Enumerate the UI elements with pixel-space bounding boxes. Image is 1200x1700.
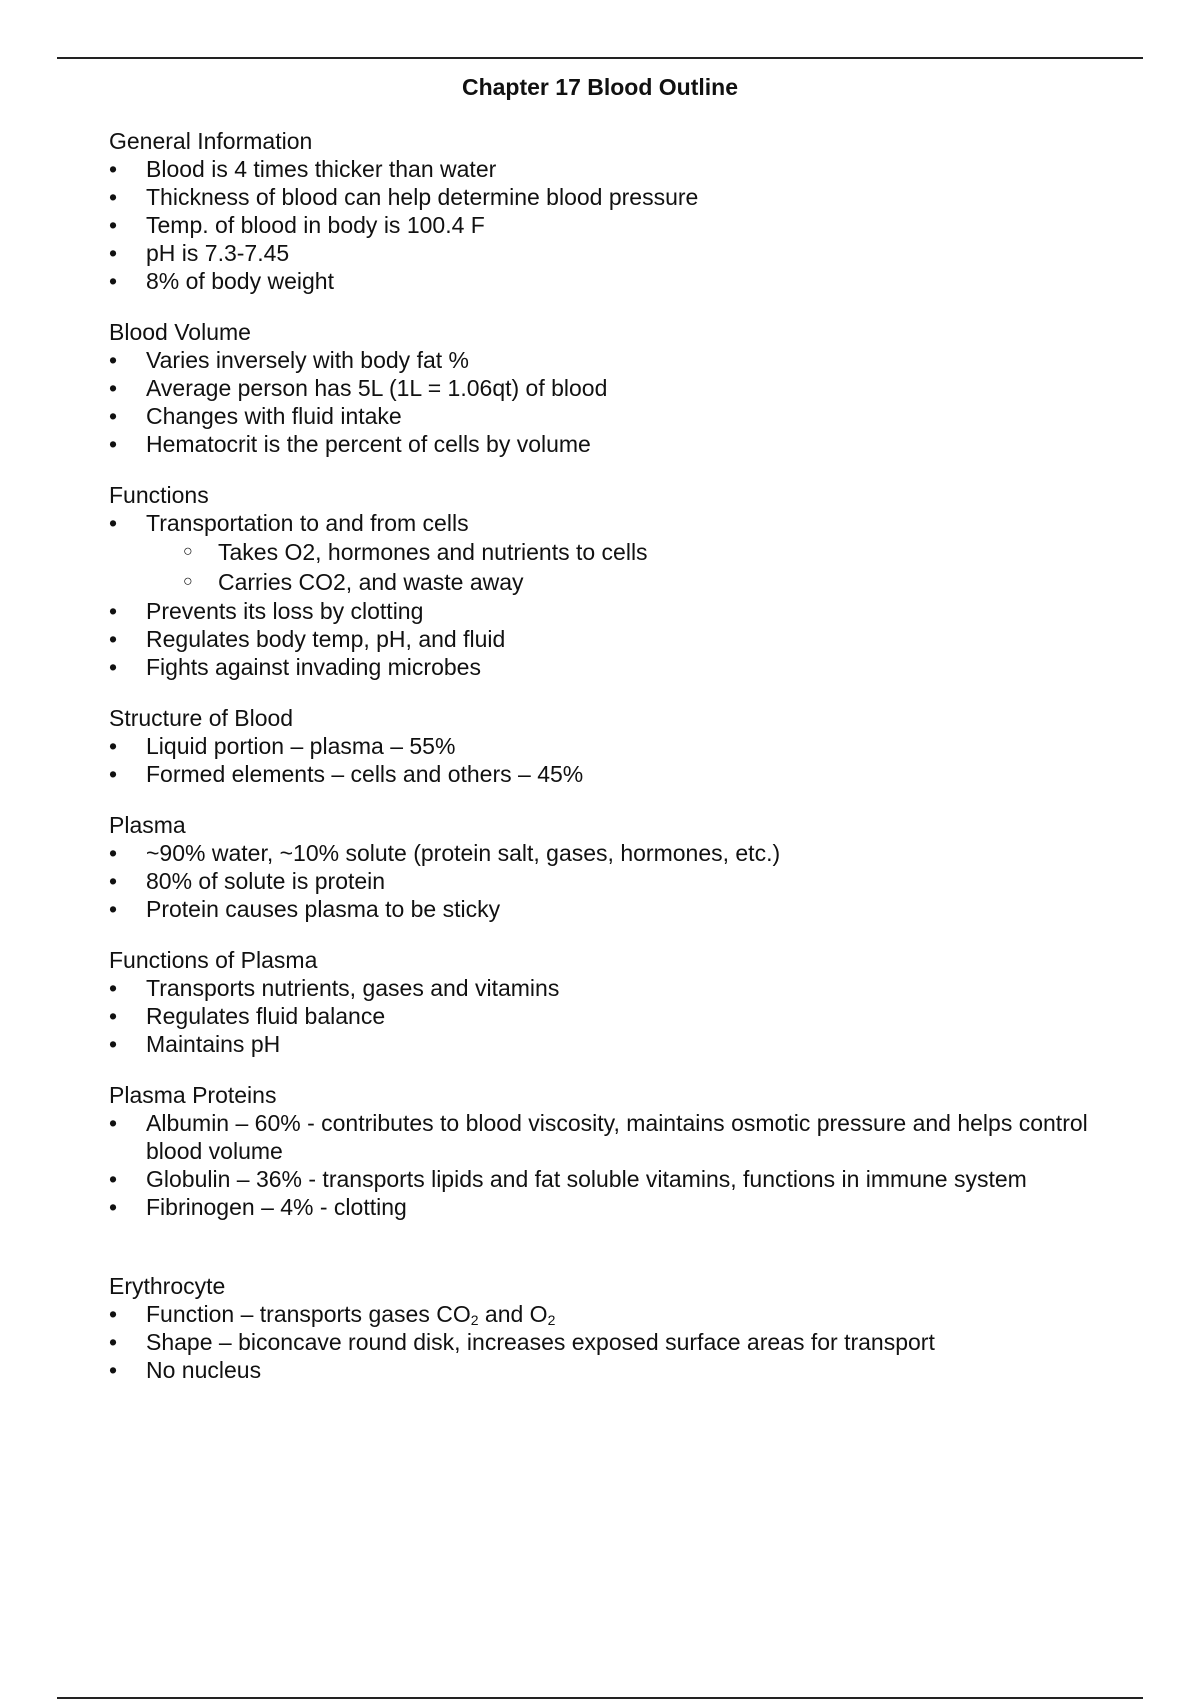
list-item-text: Shape – biconcave round disk, increases exposed surface areas for transport [146,1329,935,1355]
list-item-text: Hematocrit is the percent of cells by volume [146,431,591,457]
bullet-icon: • [109,1166,118,1192]
page-title: Chapter 17 Blood Outline [461,74,739,100]
bullet-icon: • [109,626,118,652]
list-item-text: Protein causes plasma to be sticky [146,896,501,922]
list-item-text: ~90% water, ~10% solute (protein salt, gases, hormones, etc.) [146,840,781,866]
section-erythrocyte [109,1272,1145,1384]
section-functions-of-plasma [109,946,1145,1058]
list-item-text: Temp. of blood in body is 100.4 F [146,212,485,238]
list-item [109,346,1145,374]
document-body [109,127,1145,1407]
list-item [109,1109,1145,1165]
list-item-text: Varies inversely with body fat % [146,347,469,373]
list-item-text: Liquid portion – plasma – 55% [146,733,456,759]
section-heading: Functions [109,482,209,508]
bullet-icon: • [109,431,118,457]
list-item-text: Fights against invading microbes [146,654,481,680]
list-item [109,1356,1145,1384]
bullet-icon: • [109,1357,118,1383]
bullet-icon: • [109,403,118,429]
bottom-rule [57,1697,1143,1699]
section-heading: Plasma Proteins [109,1082,277,1108]
top-rule [57,57,1143,59]
list-item-text: Transportation to and from cells [146,510,469,536]
bullet-icon: • [109,1194,118,1220]
list-item-text: Maintains pH [146,1031,281,1057]
list-item-text: Formed elements – cells and others – 45% [146,761,584,787]
list-item [109,374,1145,402]
hollow-bullet-icon: ○ [183,573,193,590]
list-item [109,653,1145,681]
bullet-icon: • [109,1031,118,1057]
list-item [109,625,1145,653]
list-item [109,839,1145,867]
list-item-text: 80% of solute is protein [146,868,386,894]
bullet-icon: • [109,733,118,759]
list-item-text: Transports nutrients, gases and vitamins [146,975,560,1001]
list-item [109,732,1145,760]
bullet-icon: • [109,1003,118,1029]
list-item-text: Prevents its loss by clotting [146,598,424,624]
list-item [109,267,1145,295]
list-item [109,1328,1145,1356]
list-item-text: 8% of body weight [146,268,334,294]
section-heading: Structure of Blood [109,705,294,731]
sub-list-item-text: Carries CO2, and waste away [218,569,524,595]
list-item-text: Thickness of blood can help determine blood pressure [146,184,699,210]
bullet-icon: • [109,975,118,1001]
sub-list-item [109,567,1145,597]
section-functions [109,481,1145,681]
bullet-icon: • [109,240,118,266]
subscript: 2 [470,1312,479,1328]
section-heading: Erythrocyte [109,1273,226,1299]
section-plasma [109,811,1145,923]
section-general-information [109,127,1145,295]
sub-list-item-text: Takes O2, hormones and nutrients to cells [218,539,648,565]
bullet-icon: • [109,212,118,238]
hollow-bullet-icon: ○ [183,543,193,560]
list-item-text: Blood is 4 times thicker than water [146,156,497,182]
bullet-icon: • [109,1301,118,1327]
bullet-icon: • [109,1329,118,1355]
list-item [109,895,1145,923]
list-item-text: No nucleus [146,1357,262,1383]
section-plasma-proteins [109,1081,1145,1221]
bullet-icon: • [109,347,118,373]
list-item [109,211,1145,239]
section-structure-of-blood [109,704,1145,788]
list-item [109,430,1145,458]
list-item [109,509,1145,537]
list-item-text: Albumin – 60% - contributes to blood viscosity, maintains osmotic pressure and helps control blood volume [146,1110,1088,1164]
bullet-icon: • [109,654,118,680]
list-item [109,974,1145,1002]
list-item [109,402,1145,430]
subscript: 2 [547,1312,556,1328]
bullet-icon: • [109,840,118,866]
list-item [109,1193,1145,1221]
section-heading: General Information [109,128,313,154]
list-item [109,1030,1145,1058]
list-item-text: Regulates body temp, pH, and fluid [146,626,506,652]
bullet-icon: • [109,156,118,182]
list-item [109,1002,1145,1030]
list-item-text: Changes with fluid intake [146,403,402,429]
section-blood-volume [109,318,1145,458]
section-heading: Functions of Plasma [109,947,318,973]
list-item [109,867,1145,895]
bullet-icon: • [109,896,118,922]
bullet-icon: • [109,184,118,210]
list-item-text: Average person has 5L (1L = 1.06qt) of blood [146,375,608,401]
list-item [109,1300,1145,1328]
bullet-icon: • [109,510,118,536]
list-item-text: pH is 7.3-7.45 [146,240,290,266]
sub-list-item [109,537,1145,567]
list-item-text [146,1301,555,1327]
list-item [109,239,1145,267]
bullet-icon: • [109,375,118,401]
list-item [109,760,1145,788]
list-item [109,597,1145,625]
list-item [109,1165,1145,1193]
list-item-text: Fibrinogen – 4% - clotting [146,1194,407,1220]
list-item [109,183,1145,211]
list-item-text: Regulates fluid balance [146,1003,386,1029]
section-heading: Blood Volume [109,319,251,345]
list-item-text: Globulin – 36% - transports lipids and fat soluble vitamins, functions in immune system [146,1166,1027,1192]
list-item [109,155,1145,183]
bullet-icon: • [109,761,118,787]
section-heading: Plasma [109,812,186,838]
bullet-icon: • [109,268,118,294]
bullet-icon: • [109,1110,118,1136]
bullet-icon: • [109,868,118,894]
function-text-prefix: Function – transports gases CO [146,1301,471,1327]
function-text-middle: and O [478,1301,548,1327]
bullet-icon: • [109,598,118,624]
